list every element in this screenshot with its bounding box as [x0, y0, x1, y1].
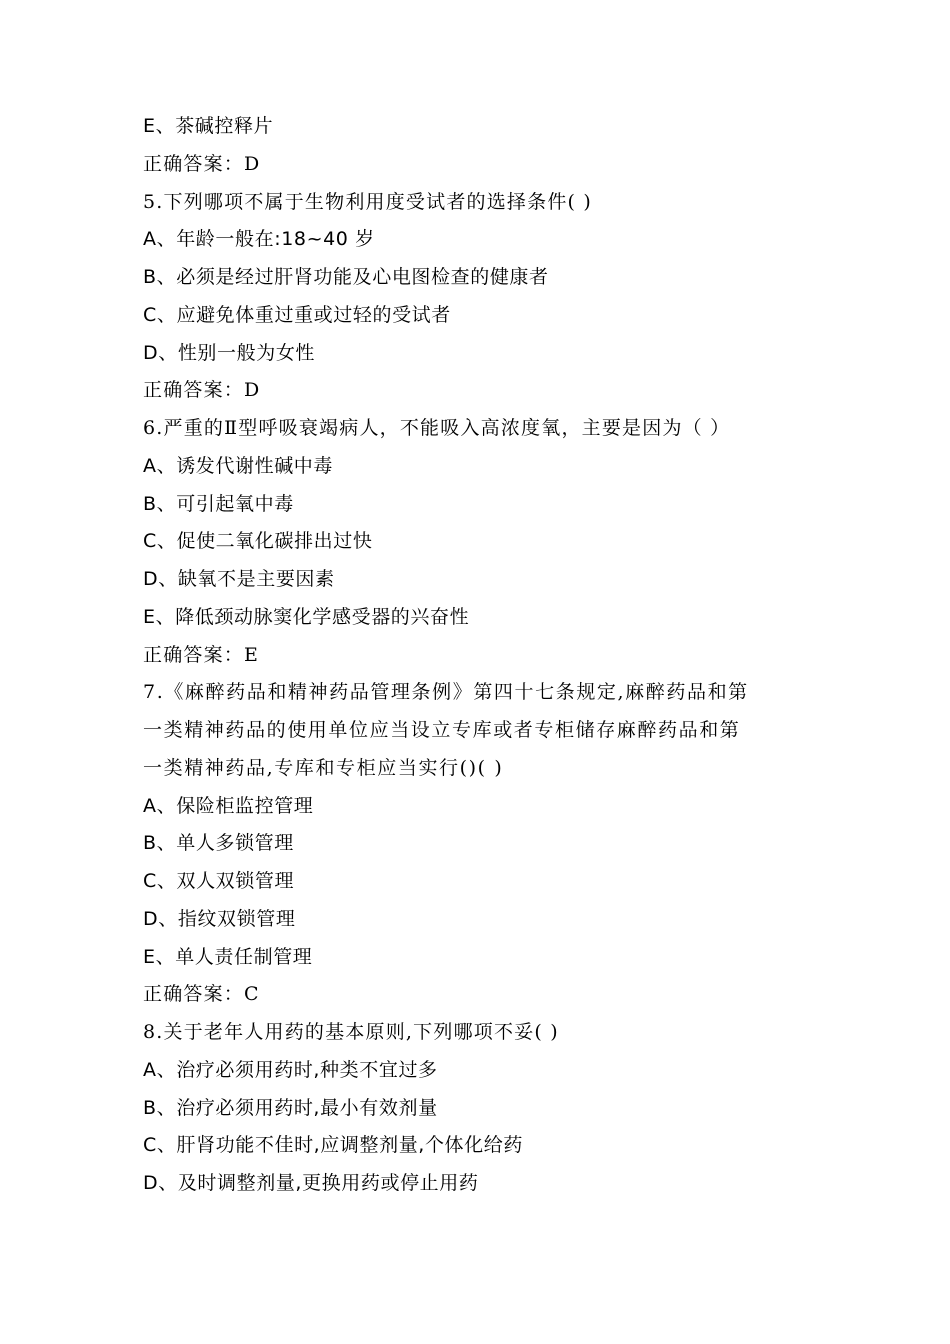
- answer-line: 正确答案：C: [143, 983, 260, 1006]
- answer-line: 正确答案：E: [143, 643, 260, 666]
- option-line: B、必须是经过肝肾功能及心电图检查的健康者: [143, 266, 549, 288]
- question-line: 8.关于老年人用药的基本原则,下列哪项不妥( ): [143, 1021, 559, 1043]
- option-line: E、降低颈动脉窦化学感受器的兴奋性: [143, 605, 470, 628]
- option-line: A、诱发代谢性碱中毒: [143, 454, 333, 477]
- answer-line: 正确答案：D: [143, 379, 261, 402]
- option-line: D、指纹双锁管理: [143, 907, 296, 930]
- question-line: 5.下列哪项不属于生物利用度受试者的选择条件( ): [143, 190, 592, 213]
- option-line: D、及时调整剂量,更换用药或停止用药: [143, 1172, 479, 1194]
- option-line: C、应避免体重过重或过轻的受试者: [143, 303, 451, 326]
- option-line: C、肝肾功能不佳时,应调整剂量,个体化给药: [143, 1134, 523, 1157]
- option-line: A、治疗必须用药时,种类不宜过多: [143, 1058, 438, 1081]
- question-line: 7.《麻醉药品和精神药品管理条例》第四十七条规定,麻醉药品和第: [143, 681, 749, 704]
- question-line: 6.严重的Ⅱ型呼吸衰竭病人，不能吸入高浓度氧，主要是因为（ ）: [143, 417, 731, 439]
- question-line: 一类精神药品,专库和专柜应当实行()( ): [143, 756, 504, 779]
- question-list: [143, 108, 823, 1203]
- option-line: E、茶碱控释片: [143, 115, 274, 137]
- option-line: A、保险柜监控管理: [143, 794, 314, 817]
- option-line: D、性别一般为女性: [143, 341, 316, 364]
- option-line: C、双人双锁管理: [143, 870, 295, 892]
- option-line: B、单人多锁管理: [143, 832, 294, 855]
- option-line: A、年龄一般在:18~40 岁: [143, 228, 375, 251]
- option-line: C、促使二氧化碳排出过快: [143, 530, 373, 553]
- option-line: D、缺氧不是主要因素: [143, 568, 335, 590]
- answer-line: 正确答案：D: [143, 152, 261, 175]
- option-line: E、单人责任制管理: [143, 945, 313, 968]
- question-line: 一类精神药品的使用单位应当设立专库或者专柜储存麻醉药品和第: [143, 719, 741, 741]
- option-line: B、治疗必须用药时,最小有效剂量: [143, 1096, 438, 1119]
- option-line: B、可引起氧中毒: [143, 492, 294, 515]
